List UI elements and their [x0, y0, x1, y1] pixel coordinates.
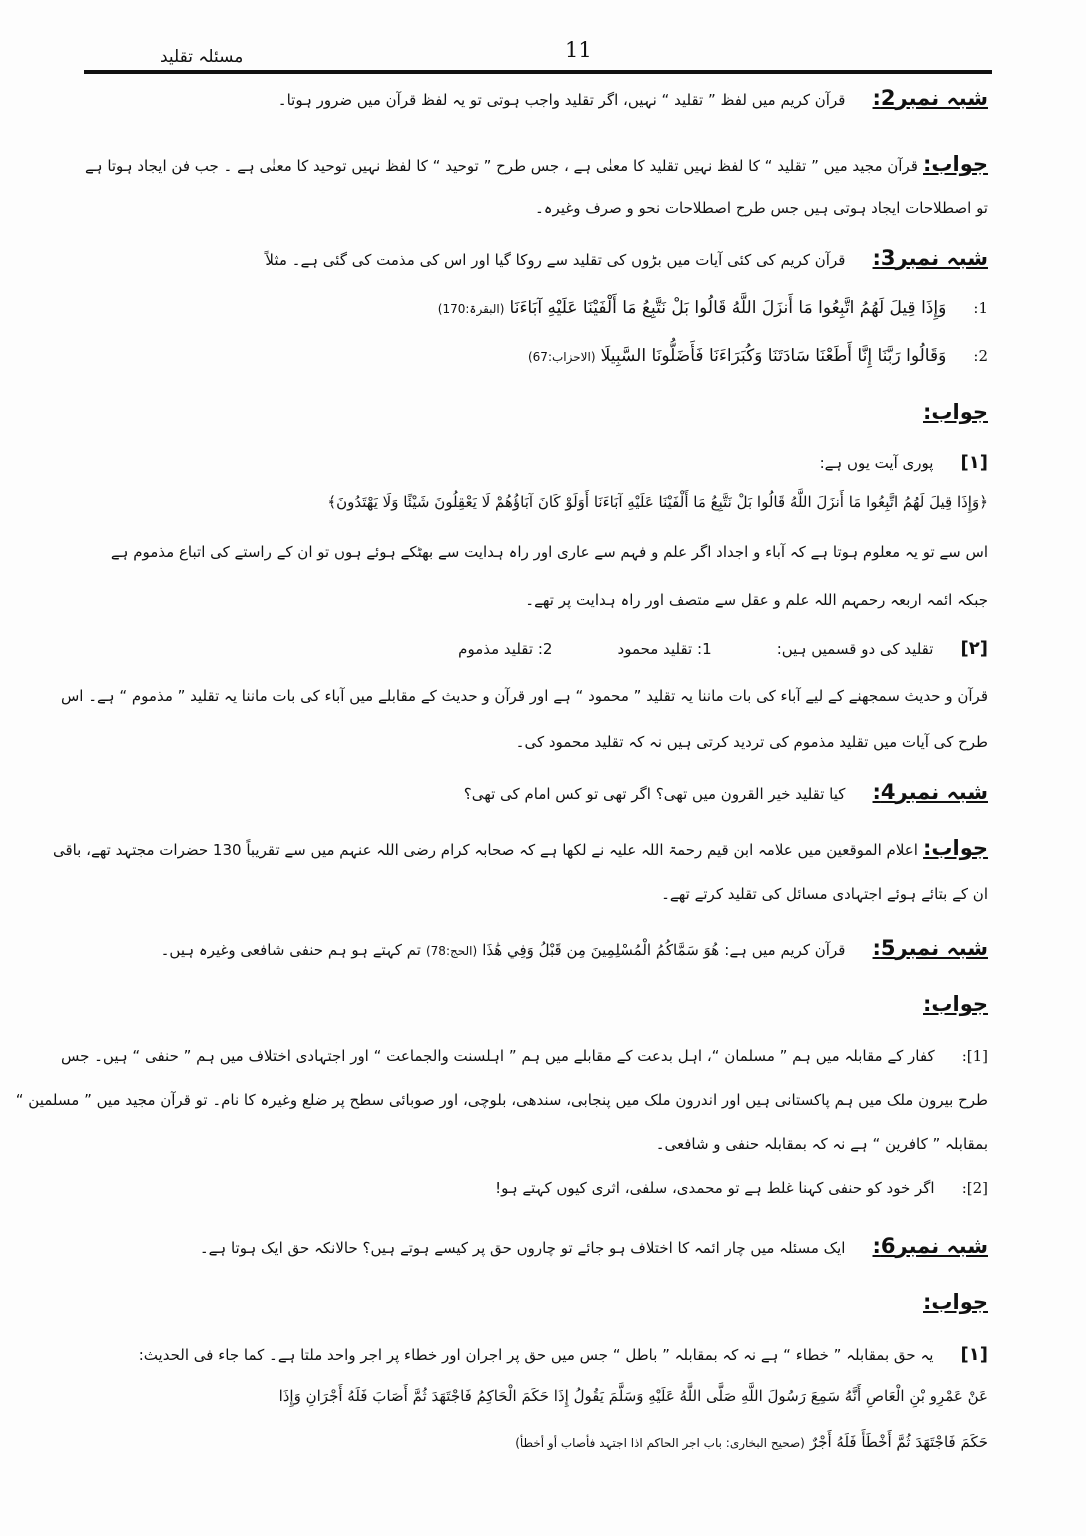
doubt-3-text: قرآن کریم کی کئی آیات میں بڑوں کی تقلید سے روکا گیا اور اس کی مذمت کی گئی ہے۔ مثلاً [265, 251, 846, 269]
verse-2-text: وَقَالُوا رَبَّنَا إِنَّا أَطَعْنَا سَادَتَنَا وَكُبَرَاءَنَا فَأَضَلُّونَا السَّبِيلَا [600, 346, 947, 366]
taqleed-type-2: 2: تقلید مذموم [458, 640, 553, 658]
answer-4-label: جواب: [923, 836, 988, 860]
section-doubt-6 [90, 1234, 988, 1474]
answer-5-point-1-line-2: طرح بیرون ملک میں ہم پاکستانی ہیں اور اندرون ملک میں پنجابی، سندھی، بلوچی، اور صوبائی سطح پر ضلع وغیرہ کا نام۔ تو قرآن مجید میں ” مسلمین “ [15, 1091, 988, 1109]
answer-6-point-1-number: [۱] [960, 1344, 988, 1365]
answer-3-point-1-line-2: جبکہ ائمہ اربعہ رحمہم اللہ علم و عقل سے متصف اور راہ ہدایت پر تھے۔ [525, 591, 988, 609]
answer-5-point-1-line-1: کفار کے مقابلہ میں ہم ” مسلمان “، اہل بدعت کے مقابلے میں ہم ” اہلسنت والجماعت “ اور اجتہادی اختلاف میں ہم ” حنفی “ ہیں۔ جس [60, 1047, 935, 1065]
answer-3-point-2-line-2: طرح کی آیات میں تقلید مذموم کی تردید کرتی ہیں نہ کہ تقلید محمود کی۔ [515, 733, 988, 751]
section-doubt-3 [60, 246, 988, 786]
doubt-5-verse-ref: (الحج:78) [425, 944, 478, 958]
doubt-5-verse: هُوَ سَمَّاكُمُ الْمُسْلِمِينَ مِن قَبْلُ وَفِي هَٰذَا [482, 941, 720, 959]
running-header-title: مسئلہ تقلید [160, 47, 244, 67]
answer-5-point-2-number: [2]: [961, 1179, 988, 1197]
doubt-5-label: شبہ نمبر5: [872, 936, 988, 960]
answer-4-line-2: ان کے بتائے ہوئے اجتہادی مسائل کی تقلید کرتے تھے۔ [661, 885, 988, 903]
doubt-6-text: ایک مسئلہ میں چار ائمہ کا اختلاف ہو جائے تو چاروں حق پر کیسے ہوتے ہیں؟ حالانکہ حق ایک ہوتا ہے۔ [199, 1239, 846, 1257]
full-verse-text: ﴿وَإِذَا قِيلَ لَهُمُ اتَّبِعُوا مَا أَنزَلَ اللَّهُ قَالُوا بَلْ نَتَّبِعُ مَا أَلْفَيْنَا عَلَيْهِ آبَاءَنَا أَوَلَوْ كَانَ آبَاؤُهُمْ لَا يَعْقِلُونَ شَيْئًا وَلَا يَهْتَدُونَ﴾ [327, 493, 988, 511]
answer-5-point-1-line-3: بمقابلہ ” کافرین “ ہے نہ کہ بمقابلہ حنفی و شافعی۔ [655, 1135, 988, 1153]
taqleed-type-1: 1: تقلید محمود [617, 640, 712, 658]
answer-3-point-1-line-1: اس سے تو یہ معلوم ہوتا ہے کہ آباء و اجداد اگر علم و فہم سے عاری اور راہ ہدایت سے بھٹکے ہوئے ہوں تو ان کے راستے کی اتباع مذموم ہے [110, 543, 988, 561]
answer-3-point-2-number: [۲] [960, 638, 988, 659]
verse-2-number: 2: [973, 347, 988, 365]
header-rule [84, 70, 992, 74]
answer-3-point-1-number: [۱] [960, 452, 988, 473]
answer-6-label: جواب: [923, 1290, 988, 1314]
answer-4-line-1: اعلام الموقعین میں علامہ ابن قیم رحمۃ اللہ علیہ نے لکھا ہے کہ صحابہ کرام رضی اللہ عنہم میں سے تقریباً 130 حضرات مجتہد تھے، باقی [52, 841, 918, 859]
answer-2-line-2: تو اصطلاحات ایجاد ہوتی ہیں جس طرح اصطلاحات نحو و صرف وغیرہ۔ [534, 199, 988, 217]
answer-3-point-2-line-1: قرآن و حدیث سمجھنے کے لیے آباء کی بات ماننا یہ تقلید ” محمود “ ہے اور قرآن و حدیث کے مقابلے میں آباء کی بات ماننا یہ تقلید ” مذموم “ ہے۔ اس [60, 687, 988, 705]
answer-3-label: جواب: [923, 400, 988, 424]
doubt-5-text-b: تم کہتے ہو ہم حنفی شافعی وغیرہ ہیں۔ [160, 941, 421, 959]
section-doubt-4 [52, 780, 988, 920]
answer-5-label: جواب: [923, 992, 988, 1016]
answer-6-point-1-text: یہ حق بمقابلہ ” خطاء “ ہے نہ کہ بمقابلہ ” باطل “ جس میں حق پر اجران اور خطاء پر اجر واحد ملتا ہے۔ کما جاء فی الحدیث: [138, 1346, 934, 1364]
hadith-line-1: عَنْ عَمْرِو بْنِ الْعَاصِ أَنَّهُ سَمِعَ رَسُولَ اللَّهِ صَلَّى اللَّهُ عَلَيْهِ وَسَلَّمَ يَقُولُ إِذَا حَكَمَ الْحَاكِمُ فَاجْتَهَدَ ثُمَّ أَصَابَ فَلَهُ أَجْرَانِ وَإِذَا [278, 1387, 988, 1405]
verse-1-text: وَإِذَا قِيلَ لَهُمُ اتَّبِعُوا مَا أَنزَلَ اللَّهُ قَالُوا بَلْ نَتَّبِعُ مَا أَلْفَيْنَا عَلَيْهِ آبَاءَنَا [509, 298, 947, 318]
answer-3-point-2-intro: تقلید کی دو قسمیں ہیں: [776, 640, 934, 658]
section-doubt-2 [84, 86, 988, 231]
answer-5-point-2-text: اگر خود کو حنفی کہنا غلط ہے تو محمدی، سلفی، اثری کیوں کہتے ہو! [495, 1179, 935, 1197]
verse-2-ref: (الاحزاب:67) [527, 350, 596, 364]
doubt-2-text: قرآن کریم میں لفظ ” تقلید “ نہیں، اگر تقلید واجب ہوتی تو یہ لفظ قرآن میں ضرور ہوتا۔ [277, 91, 846, 109]
doubt-5-text-a: قرآن کریم میں ہے: [724, 941, 846, 959]
doubt-2-label: شبہ نمبر2: [872, 86, 988, 110]
hadith-ref: (صحیح البخاری: باب اجر الحاکم اذا اجتہد فأصاب أو أخطأ) [515, 1436, 805, 1450]
answer-2-line-1: قرآن مجید میں ” تقلید “ کا لفظ نہیں تقلید کا معنٰی ہے ، جس طرح ” توحید “ کا لفظ نہیں توحید کا معنٰی ہے ۔ جب فن ایجاد ہوتا ہے [84, 157, 918, 175]
verse-1-ref: (البقرۃ:170) [437, 302, 505, 316]
page-number: 11 [565, 38, 592, 62]
answer-3-point-1-intro: پوری آیت یوں ہے: [819, 454, 934, 472]
section-doubt-5 [15, 936, 988, 1220]
doubt-3-label: شبہ نمبر3: [872, 246, 988, 270]
hadith-line-2: حَكَمَ فَاجْتَهَدَ ثُمَّ أَخْطَأَ فَلَهُ أَجْرٌ [809, 1433, 988, 1451]
verse-1-number: 1: [973, 299, 988, 317]
answer-2-label: جواب: [923, 152, 988, 176]
answer-5-point-1-number: [1]: [961, 1047, 988, 1065]
doubt-4-label: شبہ نمبر4: [872, 780, 988, 804]
doubt-4-text: کیا تقلید خیر القرون میں تھی؟ اگر تھی تو کس امام کی تھی؟ [463, 785, 846, 803]
doubt-6-label: شبہ نمبر6: [872, 1234, 988, 1258]
